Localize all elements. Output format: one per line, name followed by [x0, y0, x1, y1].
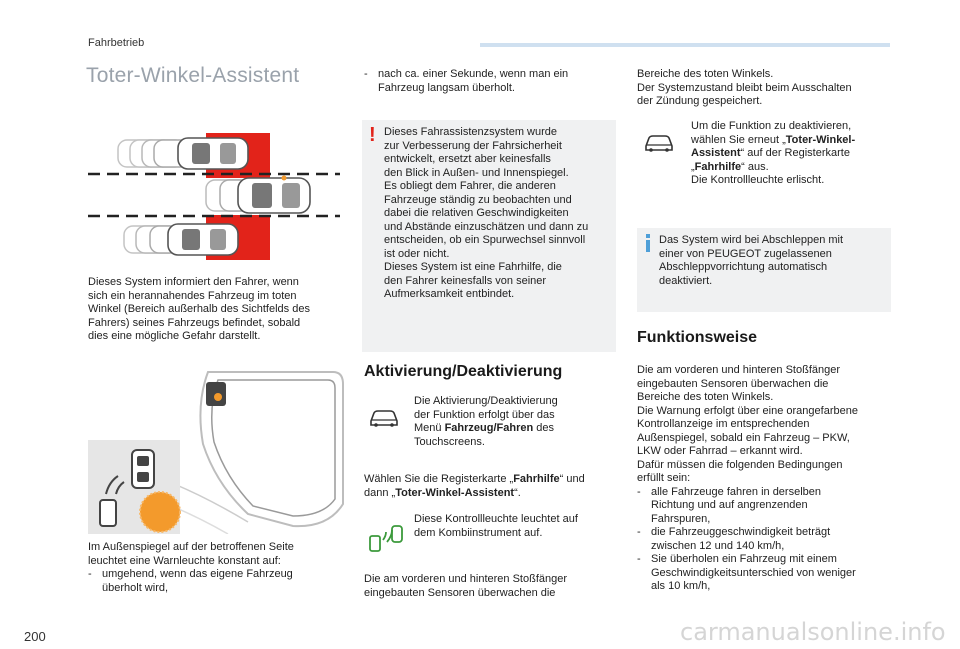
- text-span: “ auf der Registerkarte: [740, 147, 850, 159]
- text-line: als 10 km/h,: [651, 580, 711, 592]
- text-line: Winkel (Bereich außerhalb des Sichtfelds des: [88, 303, 310, 315]
- tab-assistant-label: Toter-Winkel-Assistent: [395, 486, 515, 499]
- list-item: [637, 553, 893, 594]
- page-number: 200: [24, 629, 46, 644]
- text-line: entwickelt, ersetzt aber keinesfalls: [384, 153, 551, 165]
- text-span: „: [691, 160, 695, 173]
- text-line: eingebauten Sensoren überwachen die: [364, 586, 556, 599]
- text-line: Der Systemzustand bleibt beim Ausschalten: [637, 81, 852, 94]
- text-span: wählen Sie erneut „: [691, 133, 786, 146]
- sensors-text: [364, 573, 616, 600]
- assistant-label: Toter-Winkel-: [785, 133, 856, 146]
- text-line: der Zündung gespeichert.: [637, 95, 763, 107]
- info-icon: [646, 234, 650, 238]
- text-line: entscheiden, ob ein Spurwechsel sinnvoll: [384, 234, 586, 246]
- menu-vehicle-label: Fahrzeug: [444, 422, 494, 434]
- dash: -: [88, 568, 92, 580]
- text-line: [364, 473, 616, 487]
- car-top-icon: [132, 450, 154, 488]
- lamp-text: [414, 513, 614, 540]
- tab-fahrhilfe-label: Fahrhilfe: [513, 473, 560, 485]
- text-line: Dieses System ist eine Fahrhilfe, die: [384, 261, 562, 273]
- heading-activation: Aktivierung/Deaktivierung: [364, 363, 563, 380]
- bullet-2: [364, 68, 614, 95]
- list-item: [88, 568, 350, 595]
- text-line: den Fahrer keinesfalls von seiner: [384, 274, 547, 287]
- text-line: Richtung und auf angrenzenden: [651, 499, 808, 511]
- text-line: Fahrspuren,: [651, 512, 711, 525]
- list-item: [637, 486, 893, 527]
- menu-text: [414, 395, 614, 449]
- text-line: Fahrzeug langsam überholt.: [378, 81, 515, 94]
- text-line: deaktiviert.: [659, 274, 713, 287]
- text-line: Dieses Fahrassistenzsystem wurde: [384, 126, 558, 138]
- text-span: “.: [514, 486, 521, 499]
- text-line: einer von PEUGEOT zugelassenen: [659, 247, 832, 260]
- car-menu-icon: [368, 408, 400, 428]
- function-text: [637, 364, 893, 594]
- list-item: [637, 526, 893, 553]
- text-line: Fahrers) seines Fahrzeugs befindet, sobald: [88, 316, 301, 329]
- mirror-small-icon: [100, 500, 116, 526]
- text-line: [364, 487, 616, 501]
- heading-function: Funktionsweise: [637, 329, 758, 346]
- text-line: Touchscreens.: [414, 435, 485, 448]
- text-line: [691, 134, 891, 148]
- text-line: Die am vorderen und hinteren Stoßfänger: [637, 364, 841, 376]
- blind-spot-lamp-icon: [366, 524, 406, 554]
- car-upper: [118, 138, 248, 169]
- text-line: die Fahrzeuggeschwindigkeit beträgt: [651, 526, 831, 538]
- text-line: ist oder nicht.: [384, 247, 450, 260]
- blind-spot-diagram: [88, 130, 340, 262]
- text-line: Aufmerksamkeit entbindet.: [384, 288, 515, 300]
- text-line: Sie überholen ein Fahrzeug mit einem: [651, 553, 837, 565]
- text-line: Bereiche des toten Winkels.: [637, 391, 774, 403]
- assistant-label-2: Assistent: [691, 147, 741, 159]
- car-own: [206, 176, 310, 214]
- text-line: leuchtet eine Warnleuchte konstant auf:: [88, 554, 281, 567]
- text-span: des: [533, 422, 555, 434]
- text-line: Das System wird bei Abschleppen mit: [659, 234, 844, 246]
- text-line: [414, 422, 614, 436]
- car-lower: [124, 224, 238, 255]
- text-line: Dafür müssen die folgenden Bedingungen: [637, 458, 843, 471]
- mirror-text: [88, 541, 350, 595]
- intro-text: [88, 276, 348, 344]
- text-line: Fahrzeuge ständig zu beobachten und: [384, 193, 572, 206]
- text-line: umgehend, wenn das eigene Fahrzeug: [102, 568, 293, 580]
- dash: -: [364, 68, 368, 80]
- car-menu-icon-2: [643, 133, 675, 153]
- info-icon-bar: [646, 240, 650, 252]
- text-line: Außenspiegel, sobald ein Fahrzeug – PKW,: [637, 431, 850, 444]
- text-line: [691, 161, 891, 175]
- text-line: Die Kontrollleuchte erlischt.: [691, 174, 825, 186]
- text-span: “ aus.: [741, 160, 769, 173]
- section-label: Fahrbetrieb: [88, 37, 145, 49]
- text-line: Im Außenspiegel auf der betroffenen Seite: [88, 541, 294, 553]
- text-span: Menü: [414, 422, 445, 434]
- list-item: [364, 68, 614, 95]
- text-line: alle Fahrzeuge fahren in derselben: [651, 485, 822, 498]
- text-line: sich ein herannahendes Fahrzeug im toten: [88, 289, 297, 302]
- text-line: zwischen 12 und 140 km/h,: [651, 539, 785, 552]
- dash: -: [637, 553, 641, 565]
- state-text: [637, 68, 891, 109]
- text-line: Die Warnung erfolgt über eine orangefarbene: [637, 404, 858, 417]
- warning-icon: !: [369, 124, 376, 146]
- text-line: Abschleppvorrichtung automatisch: [659, 261, 828, 273]
- info-text: [659, 234, 887, 288]
- dash: -: [637, 526, 641, 538]
- text-line: Die am vorderen und hinteren Stoßfänger: [364, 573, 568, 585]
- text-line: erfüllt sein:: [637, 472, 691, 484]
- mirror-illustration: [88, 364, 346, 534]
- text-line: dem Kombiinstrument auf.: [414, 526, 543, 539]
- dash: -: [637, 485, 641, 498]
- menu-driving-label: Fahren: [496, 422, 534, 434]
- text-line: LKW oder Fahrrad – erkannt wird.: [637, 445, 803, 457]
- text-span: dann „: [364, 486, 396, 499]
- text-line: eingebauten Sensoren überwachen die: [637, 377, 829, 390]
- text-line: Dieses System informiert den Fahrer, wenn: [88, 276, 299, 288]
- text-line: Diese Kontrollleuchte leuchtet auf: [414, 513, 578, 525]
- text-line: den Blick in Außen- und Innenspiegel.: [384, 166, 569, 179]
- text-line: Geschwindigkeitsunterschied von weniger: [651, 566, 856, 579]
- text-line: dies eine mögliche Gefahr darstellt.: [88, 330, 261, 342]
- text-line: und Abstände einzuschätzen und dann zu: [384, 220, 589, 233]
- text-line: nach ca. einer Sekunde, wenn man ein: [378, 68, 569, 80]
- text-line: [691, 147, 891, 161]
- text-line: der Funktion erfolgt über das: [414, 408, 555, 421]
- header-bar: [480, 43, 890, 47]
- text-line: überholt wird,: [102, 581, 169, 594]
- text-line: Bereiche des toten Winkels.: [637, 68, 774, 80]
- text-line: Die Aktivierung/Deaktivierung: [414, 395, 558, 407]
- text-line: zur Verbesserung der Fahrsicherheit: [384, 139, 562, 152]
- text-line: Kontrollanzeige im entsprechenden: [637, 418, 810, 430]
- fahrhilfe-label: Fahrhilfe: [694, 160, 742, 173]
- text-span: Wählen Sie die Registerkarte „: [364, 473, 514, 485]
- text-line: Um die Funktion zu deaktivieren,: [691, 120, 852, 132]
- tab-text: [364, 473, 616, 500]
- text-line: Es obliegt dem Fahrer, die anderen: [384, 180, 556, 192]
- deactivate-text: [691, 120, 891, 188]
- warning-text: [384, 126, 614, 302]
- text-span: “ und: [559, 473, 585, 485]
- slash: /: [493, 422, 497, 434]
- watermark: carmanualsonline.info: [680, 618, 946, 646]
- text-line: dabei die relativen Geschwindigkeiten: [384, 207, 569, 219]
- page-title: Toter-Winkel-Assistent: [86, 64, 300, 87]
